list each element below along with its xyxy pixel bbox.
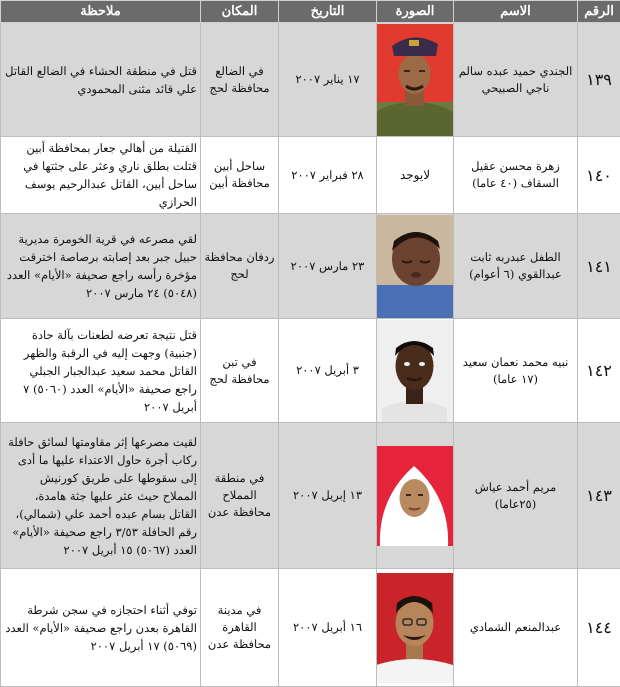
header-row [1, 1, 620, 23]
row-photo [377, 423, 454, 569]
row-number: ١٣٩ [578, 23, 620, 137]
row-place: في مدينة القاهرة محافظة عدن [201, 569, 279, 687]
portrait-child-icon [377, 215, 454, 318]
portrait-woman-icon [377, 446, 454, 546]
row-date: ٢٣ مارس ٢٠٠٧ [279, 214, 377, 319]
row-number: ١٤٠ [578, 137, 620, 214]
row-note: القتيلة من أهالي جعار بمحافظة أبين قتلت بطلق ناري وعثر على جثتها في ساحل أبين، القاتل عبدالرحيم يوسف الحرازي [1, 137, 201, 214]
row-name: مريم أحمد عياش (٢٥عاما) [454, 423, 578, 569]
row-number: ١٤٣ [578, 423, 620, 569]
row-number: ١٤٢ [578, 319, 620, 423]
row-date: ٢٨ فبراير ٢٠٠٧ [279, 137, 377, 214]
row-number: ١٤٤ [578, 569, 620, 687]
row-note: لقيت مصرعها إثر مقاومتها لسائق حافلة ركاب أجرة حاول الاعتداء عليها ما أدى إلى سقوطها على طريق كورنيش المملاح حيث عثر عليها جثة هامدة، القاتل بسام عبده أحمد علي (شمالي)، رقم الحافلة ٣/٥٣ راجع صحيفة «الأيام» العدد (٥٠٦٧) ١٥ أبريل ٢٠٠٧ [1, 423, 201, 569]
row-date: ١٧ يناير ٢٠٠٧ [279, 23, 377, 137]
row-name: نبيه محمد نعمان سعيد (١٧ عاما) [454, 319, 578, 423]
portrait-man-icon [377, 573, 454, 683]
row-name: زهرة محسن عقيل السقاف (٤٠ عاما) [454, 137, 578, 214]
row-note: قتل نتيجة تعرضه لطعنات بآلة حادة (جنبية) وجهت إليه في الرقبة والظهر القاتل محمد سعيد عبدالجبار الجبلي راجع صحيفة «الأيام» العدد (٥٠٦٠) ٧ أبريل ٢٠٠٧ [1, 319, 201, 423]
row-place: في تبن محافظة لحج [201, 319, 279, 423]
table-row [1, 214, 620, 319]
table-row [1, 137, 620, 214]
table-row [1, 319, 620, 423]
row-note: قتل في منطقة الحشاء في الضالع القاتل علي قائد مثنى المحمودي [1, 23, 201, 137]
row-name: الطفل عبدربه ثابت عبدالقوي (٦ أعوام) [454, 214, 578, 319]
table-row [1, 423, 620, 569]
header-name: الاسم [454, 1, 578, 23]
header-note: ملاحظة [1, 1, 201, 23]
row-photo: لايوجد [377, 137, 454, 214]
row-note: لقي مصرعه في قرية الخومرة مديرية حبيل جبر بعد إصابته برصاصة اخترقت مؤخرة رأسه راجع صحيفة «الأيام» العدد (٥٠٤٨) ٢٤ مارس ٢٠٠٧ [1, 214, 201, 319]
table-row [1, 569, 620, 687]
row-photo [377, 569, 454, 687]
header-date: التاريخ [279, 1, 377, 23]
header-number: الرقم [578, 1, 620, 23]
row-note: توفي أثناء احتجازه في سجن شرطة القاهرة بعدن راجع صحيفة «الأيام» العدد (٥٠٦٩) ١٧ أبريل ٢٠٠٧ [1, 569, 201, 687]
header-photo: الصورة [377, 1, 454, 23]
row-place: ردفان محافظة لحج [201, 214, 279, 319]
row-place: ساحل أبين محافظة أبين [201, 137, 279, 214]
portrait-young-man-icon [377, 320, 454, 422]
row-date: ١٣ إبريل ٢٠٠٧ [279, 423, 377, 569]
row-number: ١٤١ [578, 214, 620, 319]
portrait-soldier-icon [377, 24, 454, 136]
row-place: في منطقة المملاح محافظة عدن [201, 423, 279, 569]
row-photo [377, 214, 454, 319]
row-place: في الضالع محافظة لحج [201, 23, 279, 137]
row-date: ٣ أبريل ٢٠٠٧ [279, 319, 377, 423]
row-name: عبدالمنعم الشمادي [454, 569, 578, 687]
header-place: المكان [201, 1, 279, 23]
row-name: الجندي حميد عبده سالم ناجي الصبيحي [454, 23, 578, 137]
row-date: ١٦ أبريل ٢٠٠٧ [279, 569, 377, 687]
row-photo [377, 23, 454, 137]
row-photo [377, 319, 454, 423]
table-row [1, 23, 620, 137]
